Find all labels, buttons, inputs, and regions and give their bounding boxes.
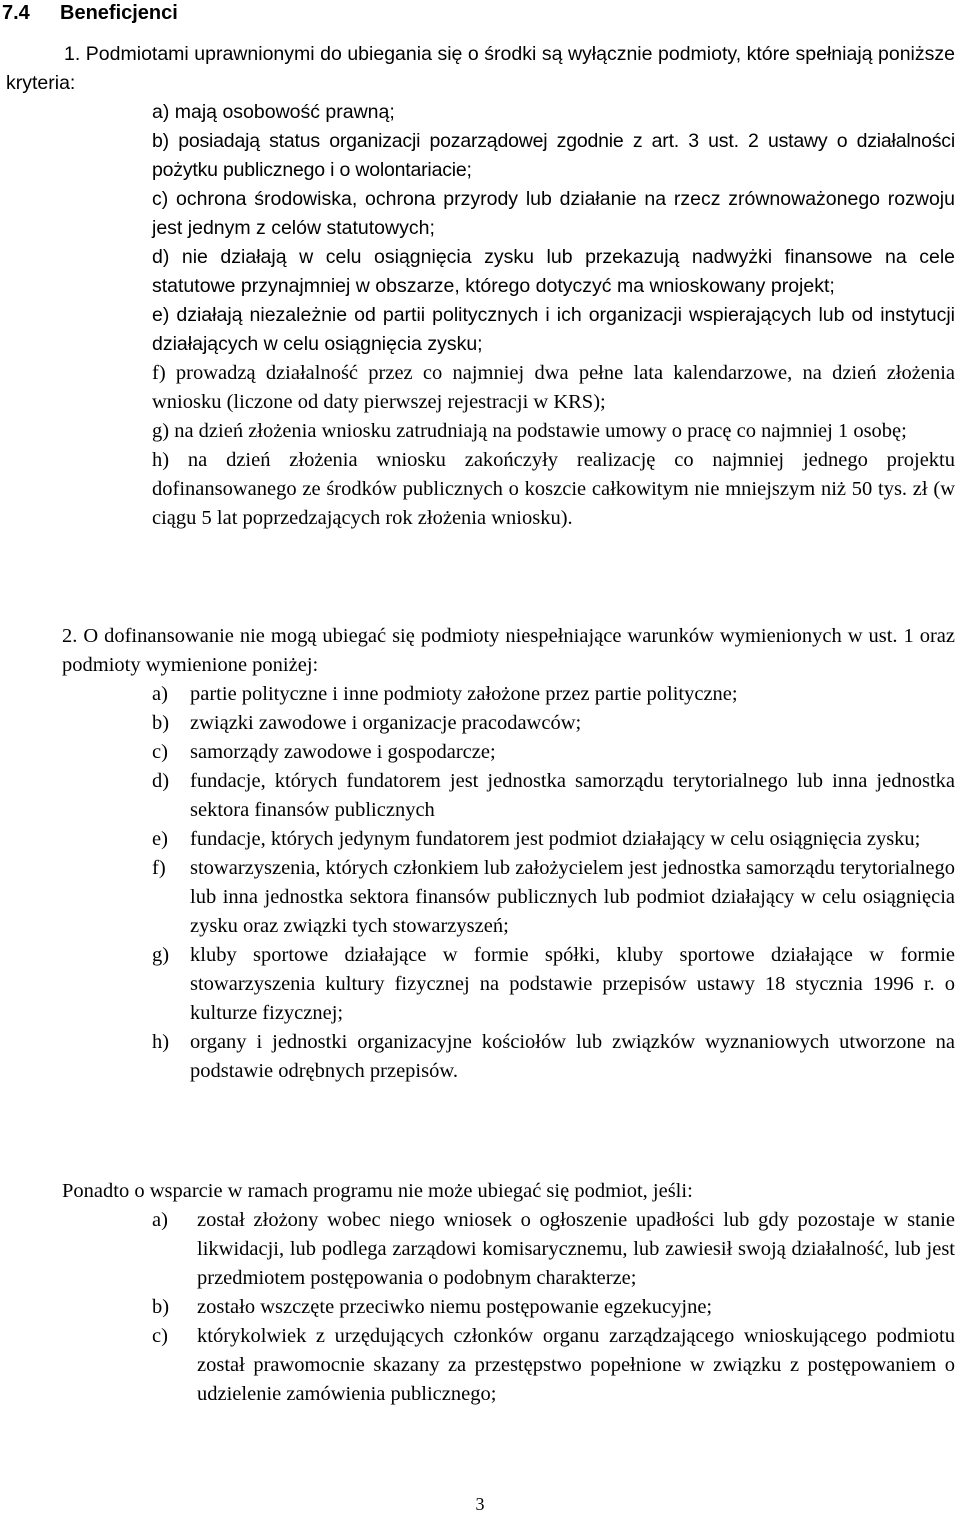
part2-item <box>152 1028 955 1086</box>
part3-conditions-list <box>152 1206 955 1409</box>
part2-item <box>152 854 955 941</box>
part2-item <box>152 941 955 1028</box>
part2-intro: 2. O dofinansowanie nie mogą ubiegać się podmioty niespełniające warunków wymienionych w ust. 1 oraz podmioty wymienione poniżej: <box>62 625 955 676</box>
part2-item-label: e) <box>152 828 168 850</box>
part2-exclusions-list <box>152 680 955 1086</box>
part1-intro: 1. Podmiotami uprawnionymi do ubiegania się o środki są wyłącznie podmioty, które spełniają poniższe kryteria: <box>6 43 955 94</box>
part1-item-e: e) działają niezależnie od partii politycznych i ich organizacji wspierających lub od instytucji działających w celu osiągnięcia zysku; <box>152 304 955 355</box>
part3-item-label: b) <box>152 1296 170 1318</box>
part3-item-text: został złożony wobec niego wniosek o ogłoszenie upadłości lub gdy pozostaje w stanie likwidacji, lub podlega zarządowi komisarycznemu, lub zawiesił swoją działalność, lub jest przedmiotem postępowania o podobnym charakterze; <box>197 1209 955 1289</box>
part2-item-label: c) <box>152 741 168 763</box>
part2-item-label: d) <box>152 770 170 792</box>
part2-item-text: kluby sportowe działające w formie spółki, kluby sportowe działające w formie stowarzyszenia kultury fizycznej na podstawie przepisów ustawy 18 stycznia 1996 r. o kulturze fizycznej; <box>190 944 955 1024</box>
part2-item-text: związki zawodowe i organizacje pracodawców; <box>190 712 582 734</box>
part2-item <box>152 767 955 825</box>
part2-item-label: b) <box>152 712 170 734</box>
part2-item-text: organy i jednostki organizacyjne kościołów lub związków wyznaniowych utworzone na podstawie odrębnych przepisów. <box>190 1031 955 1082</box>
part2-item-text: fundacje, których fundatorem jest jednostka samorządu terytorialnego lub inna jednostka sektora finansów publicznych <box>190 770 955 821</box>
part1-item-h: h) na dzień złożenia wniosku zakończyły realizację co najmniej jednego projektu dofinansowanego ze środków publicznych o koszcie całkowitym nie mniejszym niż 50 tys. zł (w ciągu 5 lat poprzedzających rok złożenia wniosku). <box>152 449 955 529</box>
part3-item-label: a) <box>152 1209 168 1231</box>
part2-item <box>152 709 955 738</box>
part2-item-label: a) <box>152 683 168 705</box>
part2-item-text: fundacje, których jedynym fundatorem jest podmiot działający w celu osiągnięcia zysku; <box>190 828 921 850</box>
part2-item-label: h) <box>152 1031 170 1053</box>
section-title: Beneficjenci <box>60 2 178 24</box>
section-heading <box>2 0 178 26</box>
part1-item-b: b) posiadają status organizacji pozarządowej zgodnie z art. 3 ust. 2 ustawy o działalności pożytku publicznego i o wolontariacie; <box>152 130 955 181</box>
part3-item <box>152 1206 955 1293</box>
part3-item-text: którykolwiek z urzędujących członków organu zarządzającego wnioskującego podmiotu został prawomocnie skazany za przestępstwo popełnione w związku z postępowaniem o udzielenie zamówienia publicznego; <box>197 1325 955 1405</box>
part2-item <box>152 825 955 854</box>
part3-item <box>152 1293 955 1322</box>
section-number: 7.4 <box>2 2 30 24</box>
part1-item-d: d) nie działają w celu osiągnięcia zysku lub przekazują nadwyżki finansowe na cele statutowe przynajmniej w obszarze, którego dotyczyć ma wnioskowany projekt; <box>152 246 955 297</box>
part1-item-c: c) ochrona środowiska, ochrona przyrody lub działanie na rzecz zrównoważonego rozwoju jest jednym z celów statutowych; <box>152 188 955 239</box>
part2-item-text: stowarzyszenia, których członkiem lub założycielem jest jednostka samorządu terytorialnego lub inna jednostka sektora finansów publicznych lub podmiot działający w celu osiągnięcia zysku oraz związki tych stowarzyszeń; <box>190 857 955 937</box>
part2-item <box>152 738 955 767</box>
part3-intro: Ponadto o wsparcie w ramach programu nie może ubiegać się podmiot, jeśli: <box>62 1180 693 1202</box>
part3-intro-block <box>62 1177 955 1206</box>
part1-criteria-list <box>152 98 955 533</box>
part3-item-label: c) <box>152 1325 168 1347</box>
part2-item-text: samorządy zawodowe i gospodarcze; <box>190 741 496 763</box>
part3-item <box>152 1322 955 1409</box>
part2-intro-block <box>62 622 955 680</box>
part1-item-f: f) prowadzą działalność przez co najmniej dwa pełne lata kalendarzowe, na dzień złożenia wniosku (liczone od daty pierwszej rejestracji w KRS); <box>152 362 955 413</box>
part1-item-a: a) mają osobowość prawną; <box>152 101 395 123</box>
part2-item-text: partie polityczne i inne podmioty założone przez partie polityczne; <box>190 683 738 705</box>
part2-item-label: g) <box>152 944 170 966</box>
part3-item-text: zostało wszczęte przeciwko niemu postępowanie egzekucyjne; <box>197 1296 713 1318</box>
part1-item-g: g) na dzień złożenia wniosku zatrudniają na podstawie umowy o pracę co najmniej 1 osobę; <box>152 420 907 442</box>
part2-item-label: f) <box>152 857 166 879</box>
page-number: 3 <box>475 1494 485 1514</box>
part2-item <box>152 680 955 709</box>
part1-intro-block <box>6 40 955 98</box>
